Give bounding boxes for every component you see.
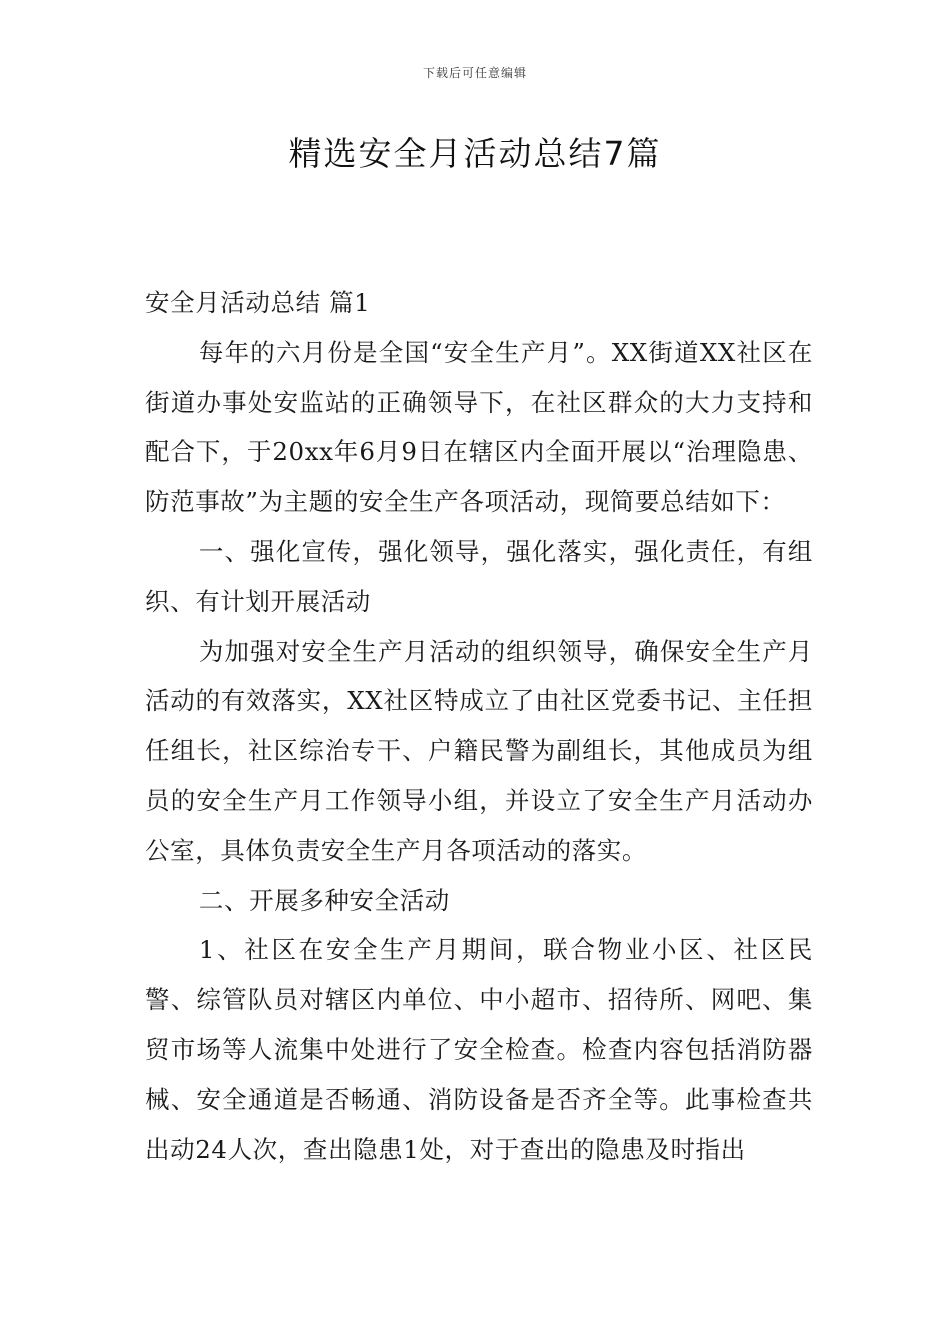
- paragraph-organization: 为加强对安全生产月活动的组织领导，确保安全生产月活动的有效落实，XX社区特成立了由社区党委书记、主任担任组长，社区综治专干、户籍民警为副组长，其他成员为组员的安全生产月工作领导小组，并设立了安全生产月活动办公室，具体负责安全生产月各项活动的落实。: [145, 636, 813, 865]
- paragraph-inspection: 1、社区在安全生产月期间，联合物业小区、社区民警、综管队员对辖区内单位、中小超市、招待所、网吧、集贸市场等人流集中处进行了安全检查。检查内容包括消防器械、安全通道是否畅通、消防设备是否齐全等。此事检查共出动24人次，查出隐患1处，对于查出的隐患及时指出: [145, 935, 813, 1164]
- paragraph-intro: 每年的六月份是全国“安全生产月”。XX街道XX社区在街道办事处安监站的正确领导下，在社区群众的大力支持和配合下，于20xx年6月9日在辖区内全面开展以“治理隐患、防范事故”为主题的安全生产各项活动，现简要总结如下：: [145, 337, 813, 517]
- paragraph-heading-one: 一、强化宣传，强化领导，强化落实，强化责任，有组织、有计划开展活动: [145, 536, 813, 616]
- paragraph-heading-two: 二、开展多种安全活动: [198, 885, 450, 915]
- document-body: [145, 278, 813, 1174]
- header-note: 下载后可任意编辑: [422, 66, 527, 80]
- section-heading: 安全月活动总结 篇1: [145, 288, 371, 317]
- document-title: 精选安全月活动总结7篇: [288, 134, 662, 173]
